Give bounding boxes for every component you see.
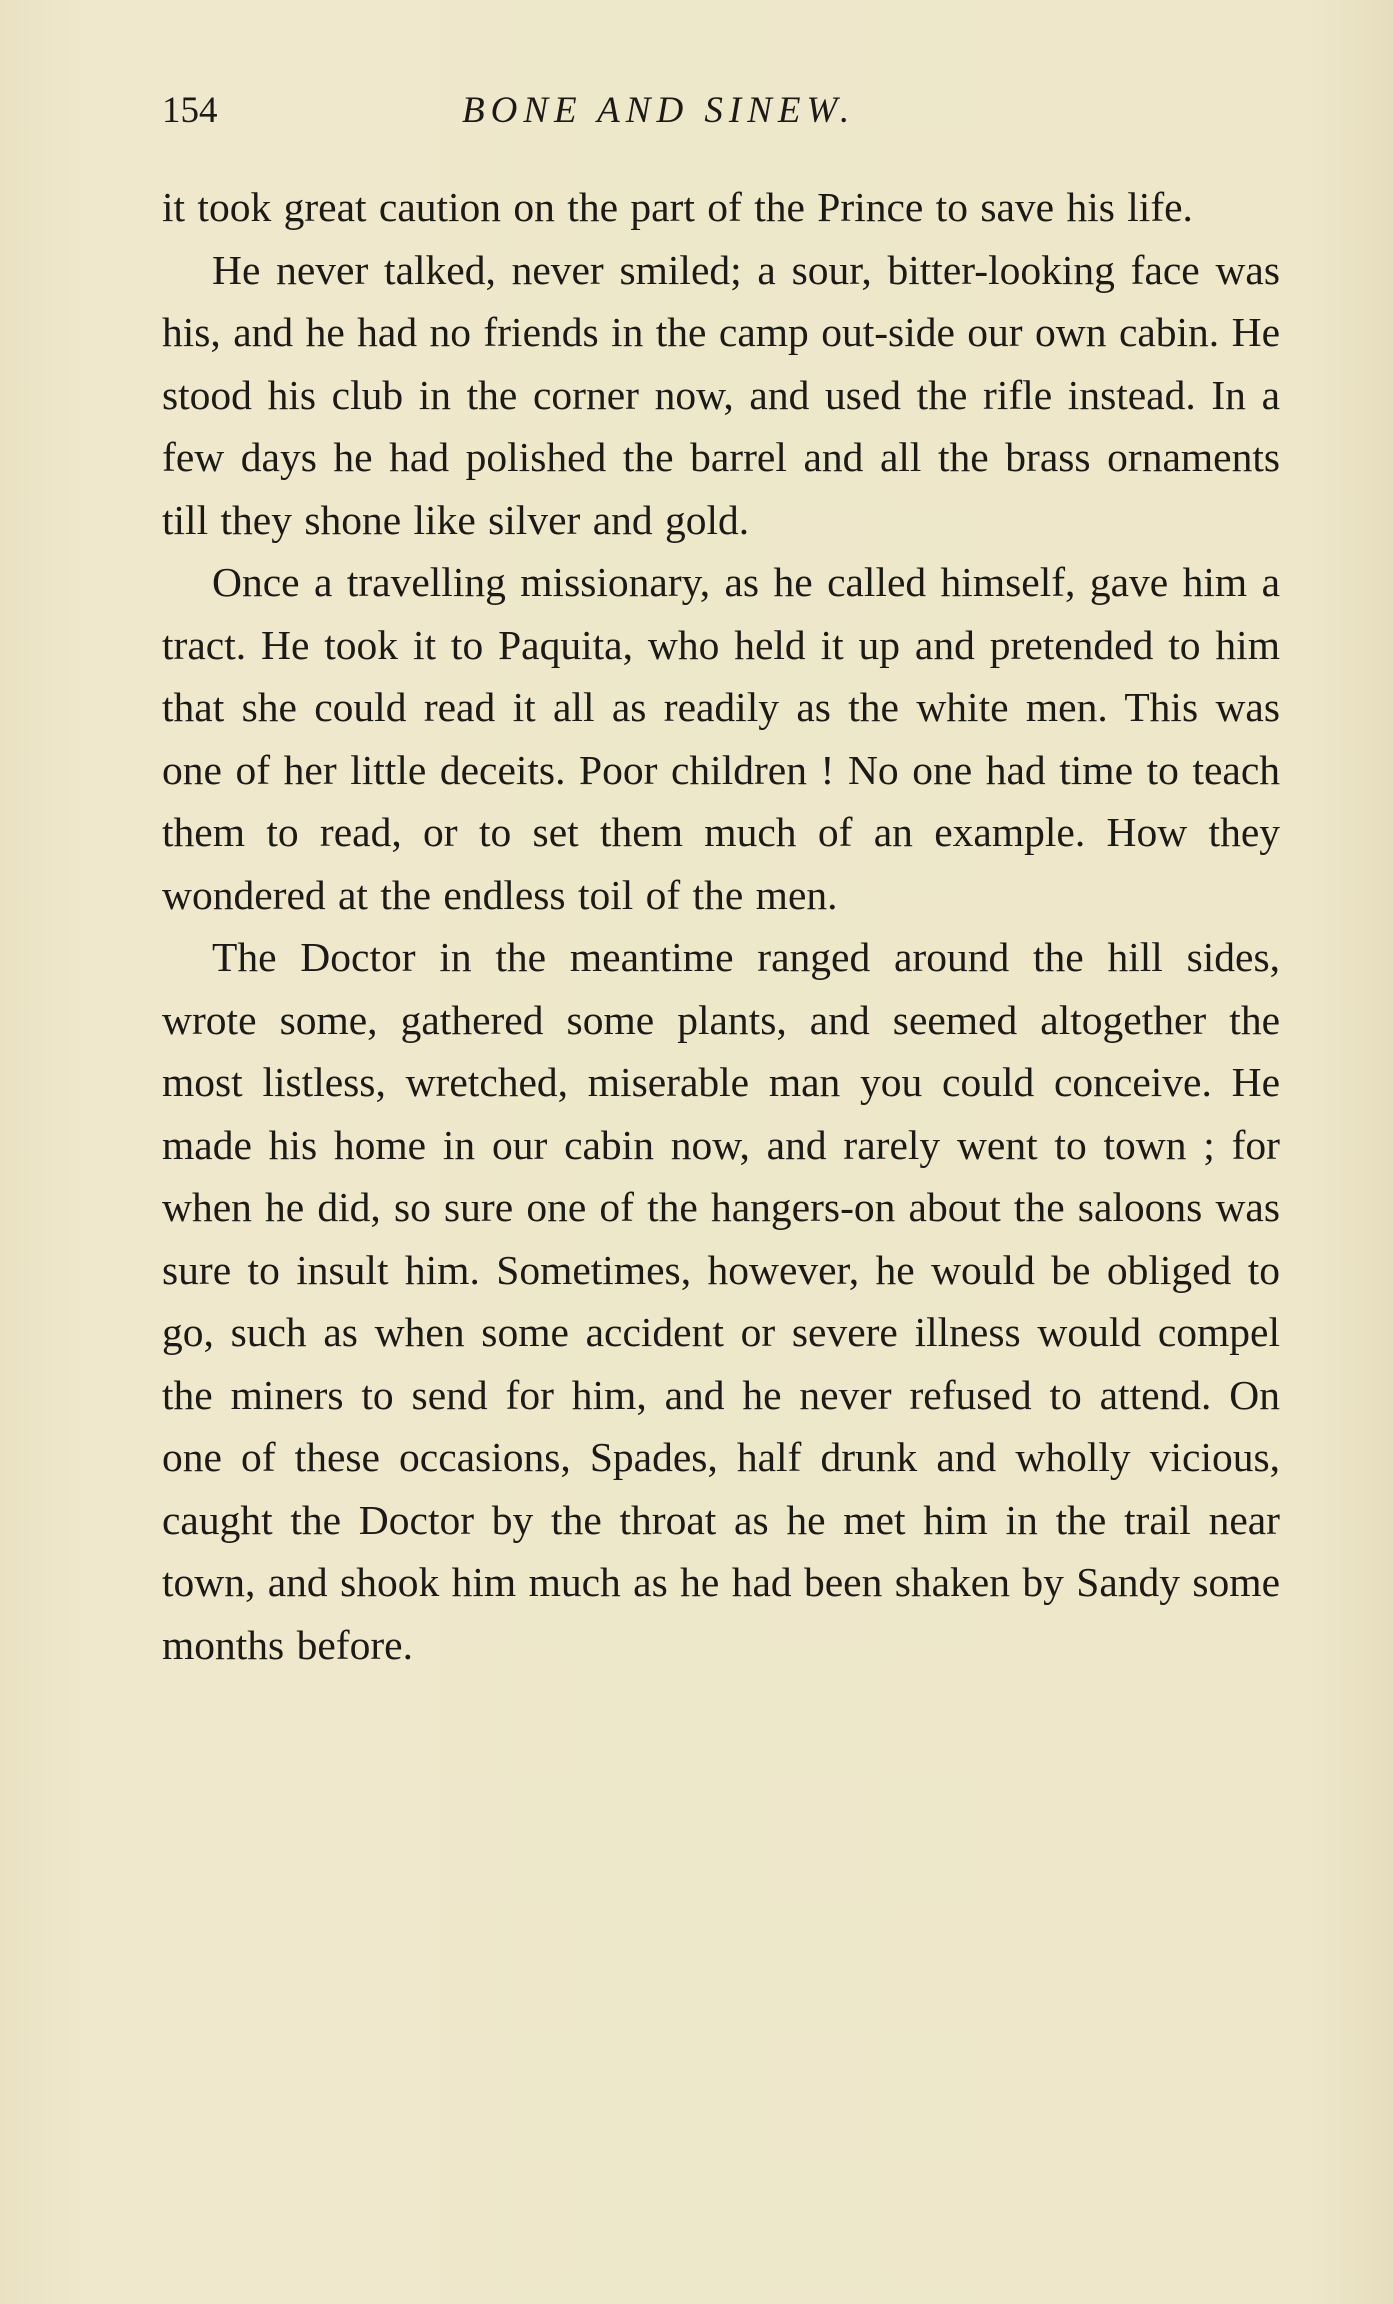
running-title: BONE AND SINEW. [462,90,856,131]
paragraph: Once a travelling missionary, as he called himself, gave him a tract. He took it to Paquita, who held it up and pretended to him that she could read it all as readily as the white men. This was one of her little deceits. Poor children ! No one had time to teach them to read, or to set them much of an example. How they wondered at the endless toil of the men. [162,559,1280,918]
body-text [162,176,1280,1676]
running-head [162,86,1292,136]
paragraph: it took great caution on the part of the Prince to save his life. [162,184,1193,230]
paragraph: The Doctor in the meantime ranged around the hill sides, wrote some, gathered some plants, and seemed altogether the most listless, wretched, miserable man you could conceive. He made his home in our cabin now, and rarely went to town ; for when he did, so sure one of the hangers-on about the saloons was sure to insult him. Sometimes, however, he would be obliged to go, such as when some accident or severe illness would compel the miners to send for him, and he never refused to attend. On one of these occasions, Spades, half drunk and wholly vicious, caught the Doctor by the throat as he met him in the trail near town, and shook him much as he had been shaken by Sandy some months before. [162,934,1280,1668]
page-number: 154 [162,90,218,131]
paragraph: He never talked, never smiled; a sour, bitter-looking face was his, and he had no friends in the camp out-side our own cabin. He stood his club in the corner now, and used the rifle instead. In a few days he had polished the barrel and all the brass ornaments till they shone like silver and gold. [162,246,1280,543]
